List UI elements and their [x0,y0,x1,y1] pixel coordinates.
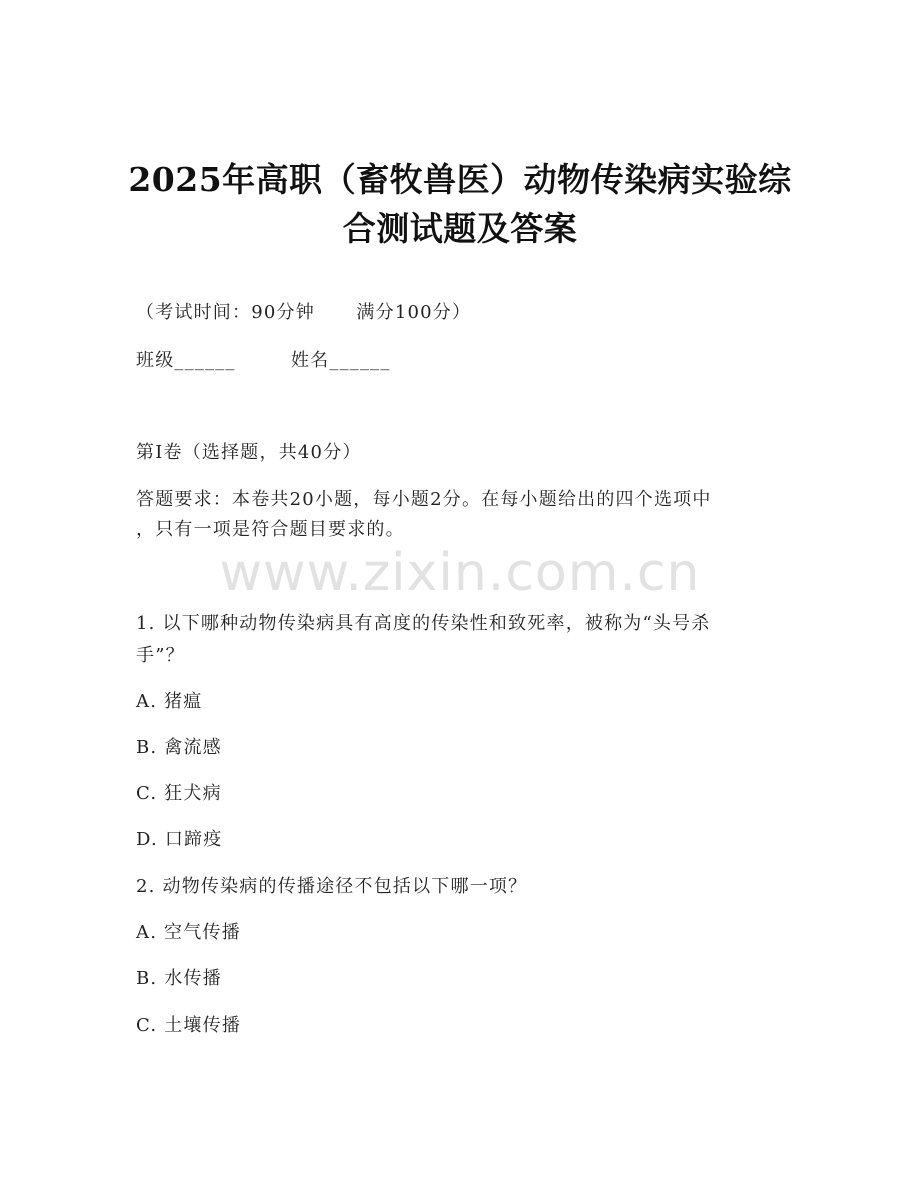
section-heading: 第I卷（选择题，共40分） [136,442,362,463]
instructions-line-1: 答题要求：本卷共20小题，每小题2分。在每小题给出的四个选项中 [136,489,712,510]
question-2-option-c: C. 土壤传播 [136,1015,241,1036]
question-2-stem-line-1: 2. 动物传染病的传播途径不包括以下哪一项？ [136,876,528,897]
question-1-option-a: A. 猪瘟 [136,691,203,712]
instructions-line-2: ，只有一项是符合题目要求的。 [136,519,405,540]
document-title-line-1: 2025年高职（畜牧兽医）动物传染病实验综 [128,160,792,199]
question-2-option-a: A. 空气传播 [136,922,241,943]
document-title-line-2: 合测试题及答案 [342,209,578,248]
question-2-option-b: B. 水传播 [136,968,222,989]
question-1-stem-line-1: 1. 以下哪种动物传染病具有高度的传染性和致死率，被称为“头号杀 [136,613,711,634]
question-1-option-c: C. 狂犬病 [136,783,222,804]
exam-info: （考试时间：90分钟 满分100分） [136,302,472,323]
question-1-stem-line-2: 手”？ [136,645,185,666]
class-name-line: 班级______ 姓名______ [136,350,391,371]
watermark: www.zixin.com.cn [219,543,701,603]
question-1-option-d: D. 口蹄疫 [136,829,223,850]
question-1-option-b: B. 禽流感 [136,737,222,758]
